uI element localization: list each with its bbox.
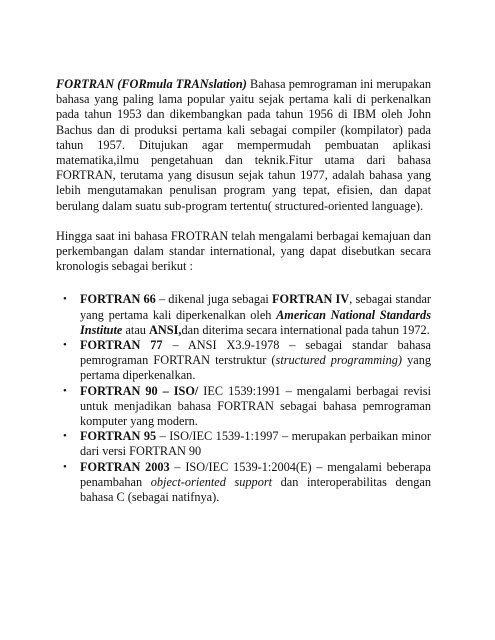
list-item-fortran-77 [80, 338, 431, 384]
version-name: FORTRAN 95 [80, 429, 157, 444]
version-text: – ANSI X3.9-1978 – sebagai standar bahasa pemrograman FORTRAN terstruktur ( [80, 338, 431, 368]
list-item-fortran-66 [80, 292, 431, 338]
version-org-name: American National Standards Institute [80, 307, 431, 337]
intro-title: FORTRAN (FORmula TRANslation) [56, 77, 247, 91]
version-text: yang pertama diperkenalkan. [80, 353, 431, 383]
version-text: IEC 1539:1991 – mengalami berbagai revisi untuk menjadikan bahasa FORTRAN sebagai bahasa pemrograman komputer yang modern. [80, 383, 431, 429]
version-text: – ISO/IEC 1539-1:1997 – merupakan perbaikan minor dari versi FORTRAN 90 [80, 429, 431, 459]
version-name: FORTRAN 77 [80, 338, 163, 353]
version-text: – ISO/IEC 1539-1:2004(E) – mengalami beberapa penambahan [80, 459, 431, 489]
version-list [56, 292, 431, 505]
version-text: dan interoperabilitas dengan bahasa C (sebagai natifnya). [80, 474, 432, 505]
version-bold-term: FORTRAN IV [272, 292, 350, 307]
version-text: , sebagai standar yang pertama kali diperkenalkan oleh [80, 292, 431, 322]
document-body [56, 77, 431, 505]
version-text: atau [122, 322, 150, 337]
intro-paragraph [56, 77, 431, 214]
list-item-fortran-2003 [80, 460, 431, 506]
version-italic-term: object-oriented support [150, 474, 273, 489]
version-bold-term: ANSI, [149, 322, 182, 337]
version-text: – dikenal juga sebagai [155, 292, 273, 307]
version-text: – ISO/ [157, 383, 199, 398]
version-name: FORTRAN 2003 [80, 459, 170, 474]
version-text: dan diterima secara international pada tahun 1972. [181, 322, 430, 337]
list-item-fortran-90 [80, 384, 431, 430]
version-name: FORTRAN 90 [80, 383, 158, 398]
history-paragraph: Hingga saat ini bahasa FROTRAN telah mengalami berbagai kemajuan dan perkembangan dalam standar international, yang dapat disebutkan secara kronologis sebagai berikut : [56, 228, 431, 274]
list-item-fortran-95 [80, 429, 431, 459]
version-italic-term: structured programming) [275, 353, 402, 368]
intro-body: Bahasa pemrograman ini merupakan bahasa yang paling lama popular yaitu sejak pertama kali di perkenalkan pada tahun 1953 dan dikembangkan pada tahun 1956 di IBM oleh John Bachus dan di produksi pertama kali sebagai compiler (kompilator) pada tahun 1957. Ditujukan agar mempermudah pembuatan aplikasi matematika,ilmu pengetahuan dan teknik.Fitur utama dari bahasa FORTRAN, terutama yang disusun sejak tahun 1977, adalah bahasa yang lebih mengutamakan penulisan program yang tepat, efisien, dan dapat berulang dalam suatu sub-program tertentu( structured-oriented language). [56, 77, 431, 213]
version-name: FORTRAN 66 [80, 292, 156, 307]
